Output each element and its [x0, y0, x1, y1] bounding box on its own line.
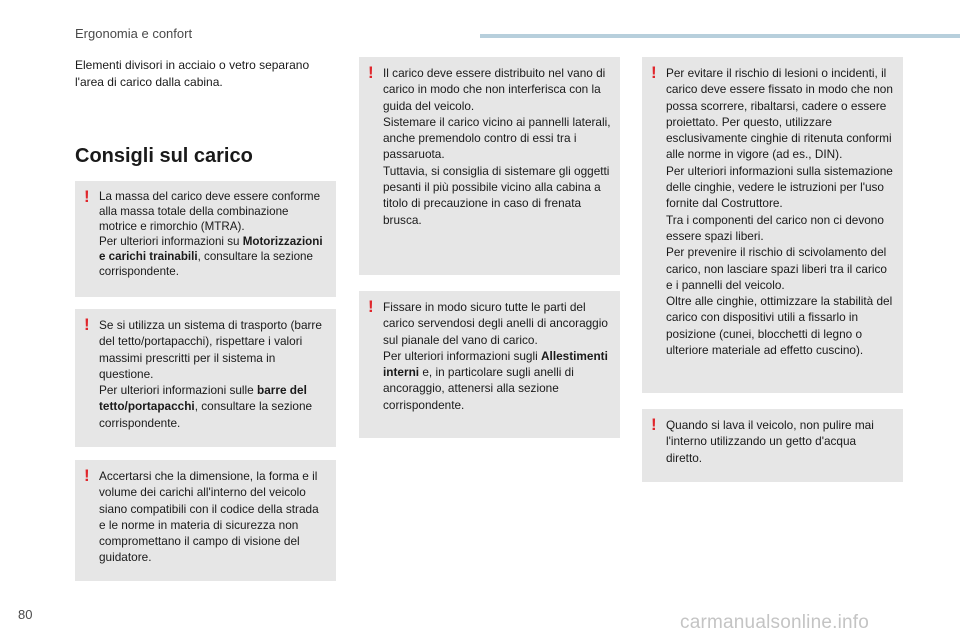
warning-box-securing: [642, 57, 903, 393]
warning-box-dimensions: [75, 460, 336, 581]
warning-icon: !: [651, 415, 657, 434]
warning-box-distribution: [359, 57, 620, 275]
link-motorizzazioni: Motorizzazioni e carichi trainabili: [99, 235, 323, 263]
warning-box-washing: [642, 409, 903, 482]
warning-text: Se si utilizza un sistema di trasporto (barre del tetto/portapacchi), rispettare i valori massimi prescritti per il sistema in questione. Per ulteriori informazioni sulle barre del tetto/portapacchi, consultare la sezione corrispondente.: [99, 318, 322, 430]
warning-icon: !: [651, 63, 657, 82]
header-accent-bar: [480, 34, 960, 38]
warning-box-anchoring: [359, 291, 620, 438]
warning-box-mass: [75, 181, 336, 297]
warning-icon: !: [368, 63, 374, 82]
page-header-title: Ergonomia e confort: [75, 26, 193, 41]
warning-icon: !: [368, 297, 374, 316]
warning-icon: !: [84, 187, 90, 206]
warning-text: La massa del carico deve essere conforme alla massa totale della combinazione motrice e rimorchio (MTRA). Per ulteriori informazioni su Motorizzazioni e carichi trainabili, consultare la sezione corrispondente.: [99, 190, 323, 278]
page-number: 80: [18, 607, 33, 622]
link-allestimenti: Allestimenti interni: [383, 348, 608, 380]
warning-icon: !: [84, 315, 90, 334]
warning-text: Quando si lava il veicolo, non pulire mai l'interno utilizzando un getto d'acqua diretto.: [666, 418, 874, 465]
intro-paragraph: Elementi divisori in acciaio o vetro separano l'area di carico dalla cabina.: [75, 58, 310, 89]
warning-text: Fissare in modo sicuro tutte le parti del carico servendosi degli anelli di ancoraggio sul pianale del vano di carico. Per ulteriori informazioni sugli Allestimenti interni e, in particolare sugli anelli di ancoraggio, attenersi alla sezione corrispondente.: [383, 300, 608, 412]
link-barre-tetto: barre del tetto/portapacchi: [99, 383, 307, 414]
warning-box-roof-bars: [75, 309, 336, 447]
warning-text: Per evitare il rischio di lesioni o incidenti, il carico deve essere fissato in modo che non possa scorrere, ribaltarsi, cadere o essere proiettato. Per questo, utilizzare esclusivamente cinghie di ritenuta conformi alle norme in vigore (ad es., DIN). Per ulteriori informazioni sulla sistemazione delle cinghie, vedere le istruzioni per l'uso fornite dal Costruttore. Tra i componenti del carico non ci devono essere spazi liberi. Per prevenire il rischio di scivolamento del carico, non lasciare spazi liberi tra il carico e i pannelli del veicolo. Oltre alle cinghie, ottimizzare la stabilità del carico con dispositivi utili a fissarlo in posizione (cunei, blocchetti di legno o ulteriore materiale ad effetto cuscino).: [666, 66, 893, 358]
section-title: Consigli sul carico: [75, 145, 253, 167]
warning-text: Accertarsi che la dimensione, la forma e il volume dei carichi all'interno del veicolo siano compatibili con il codice della strada e le norme in materia di sicurezza non compromettano il campo di visione del guidatore.: [99, 469, 319, 565]
warning-icon: !: [84, 466, 90, 485]
watermark: carmanualsonline.info: [680, 612, 870, 633]
warning-text: Il carico deve essere distribuito nel vano di carico in modo che non interferisca con la guida del veicolo. Sistemare il carico vicino ai pannelli laterali, anche premendolo contro di essi tra i passaruota. Tuttavia, si consiglia di sistemare gli oggetti pesanti il più possibile vicino alla cabina a titolo di precauzione in caso di frenata brusca.: [383, 66, 611, 227]
